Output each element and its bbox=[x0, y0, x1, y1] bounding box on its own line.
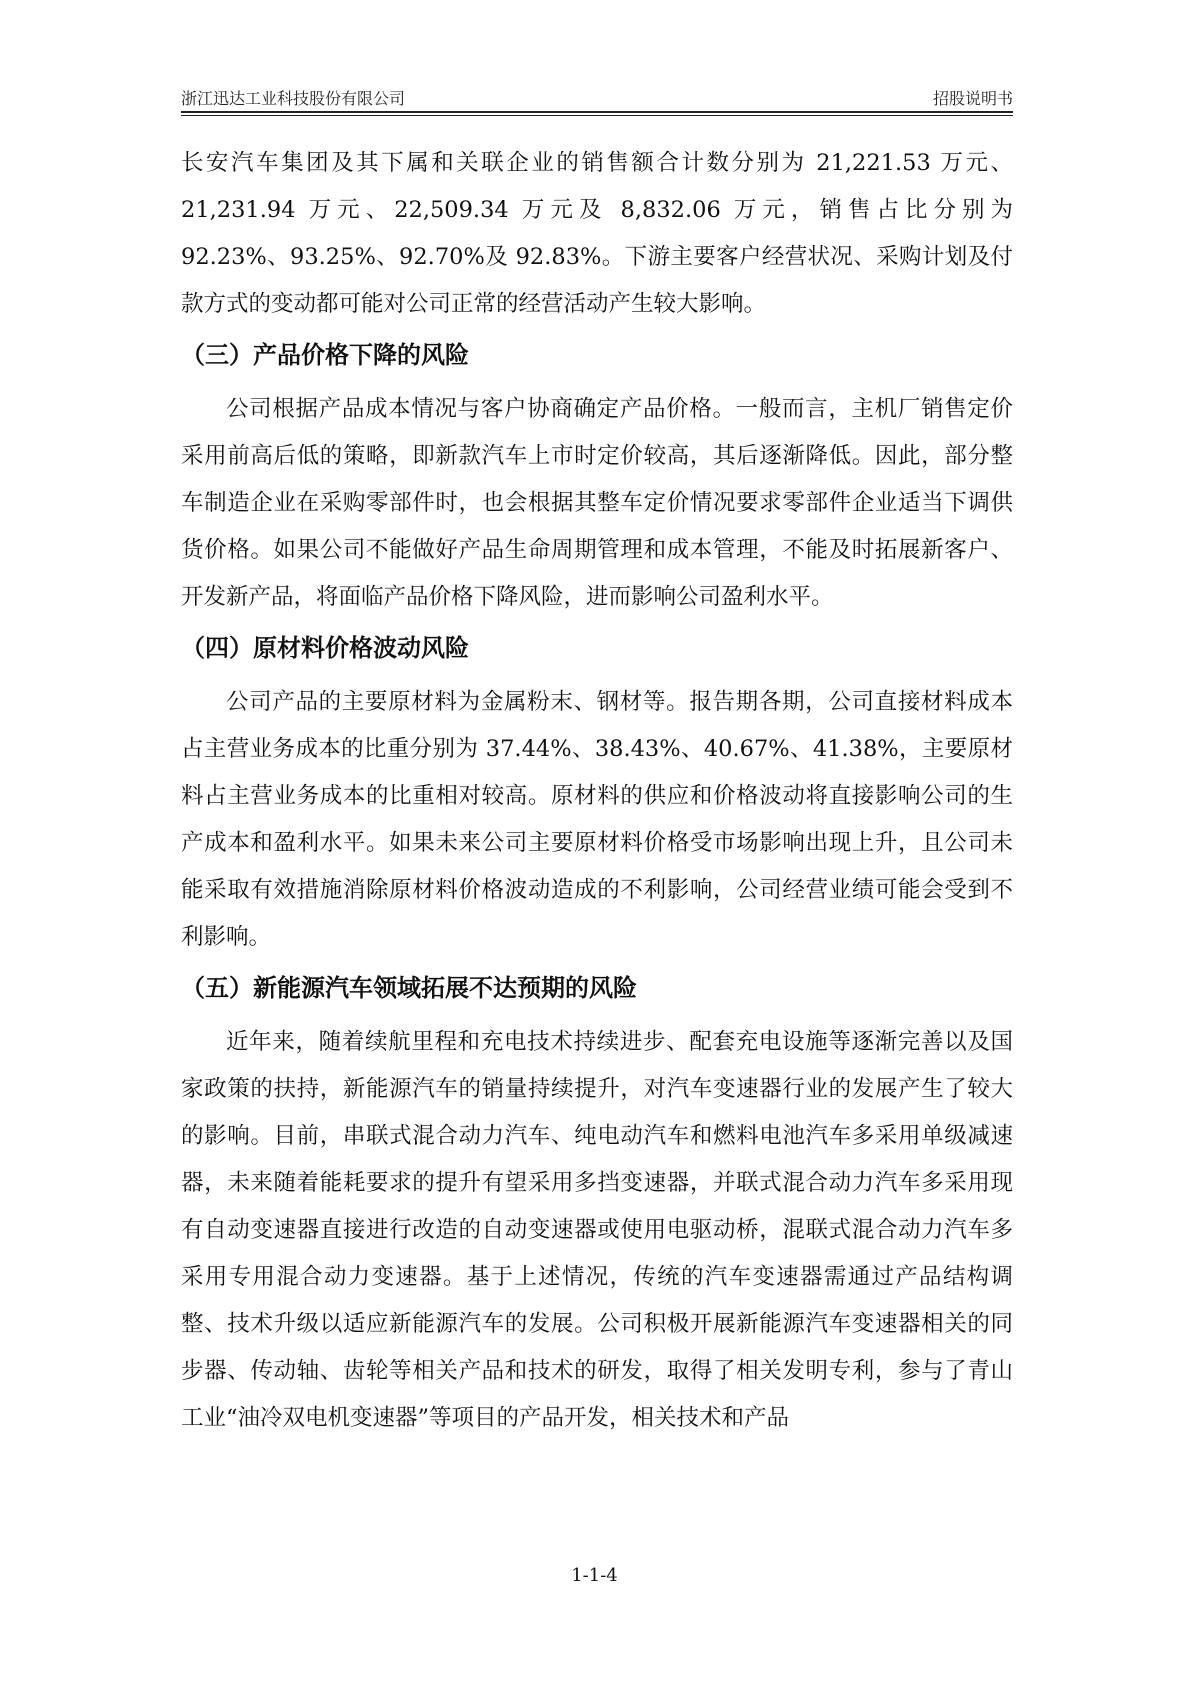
document-body bbox=[181, 140, 1013, 1442]
paragraph-new-energy-risk: 近年来，随着续航里程和充电技术持续进步、配套充电设施等逐渐完善以及国家政策的扶持，新能源汽车的销量持续提升，对汽车变速器行业的发展产生了较大的影响。目前，串联式混合动力汽车、纯电动汽车和燃料电池汽车多采用单级减速器，未来随着能耗要求的提升有望采用多挡变速器，并联式混合动力汽车多采用现有自动变速器直接进行改造的自动变速器或使用电驱动桥，混联式混合动力汽车多采用专用混合动力变速器。基于上述情况，传统的汽车变速器需通过产品结构调整、技术升级以适应新能源汽车的发展。公司积极开展新能源汽车变速器相关的同步器、传动轴、齿轮等相关产品和技术的研发，取得了相关发明专利，参与了青山工业“油冷双电机变速器”等项目的产品开发，相关技术和产品 bbox=[181, 1029, 1013, 1431]
page-number: 1-1-4 bbox=[571, 1565, 618, 1586]
header-rule-thin bbox=[181, 115, 1013, 116]
header-company-name: 浙江迅达工业科技股份有限公司 bbox=[181, 89, 406, 108]
heading-new-energy-risk: （五）新能源汽车领域拓展不达预期的风险 bbox=[181, 974, 637, 1002]
header-rule-thick bbox=[181, 111, 1013, 113]
paragraph-customer-concentration: 长安汽车集团及其下属和关联企业的销售额合计数分别为 21,221.53 万元、21,231.94 万元、22,509.34 万元及 8,832.06 万元，销售占比分别为 92.23%、93.25%、92.70%及 92.83%。下游主要客户经营状况、采购计划及付款方式的变动都可能对公司正常的经营活动产生较大影响。 bbox=[181, 150, 1013, 317]
heading-price-decline-risk: （三）产品价格下降的风险 bbox=[181, 341, 469, 369]
paragraph-raw-material-risk: 公司产品的主要原材料为金属粉末、钢材等。报告期各期，公司直接材料成本占主营业务成本的比重分别为 37.44%、38.43%、40.67%、41.38%，主要原材料占主营业务成本的比重相对较高。原材料的供应和价格波动将直接影响公司的生产成本和盈利水平。如果未来公司主要原材料价格受市场影响出现上升，且公司未能采取有效措施消除原材料价格波动造成的不利影响，公司经营业绩可能会受到不利影响。 bbox=[181, 689, 1013, 950]
heading-raw-material-risk: （四）原材料价格波动风险 bbox=[181, 634, 469, 662]
page-header bbox=[181, 82, 1013, 112]
paragraph-price-decline-risk: 公司根据产品成本情况与客户协商确定产品价格。一般而言，主机厂销售定价采用前高后低的策略，即新款汽车上市时定价较高，其后逐渐降低。因此，部分整车制造企业在采购零部件时，也会根据其整车定价情况要求零部件企业适当下调供货价格。如果公司不能做好产品生命周期管理和成本管理，不能及时拓展新客户、开发新产品，将面临产品价格下降风险，进而影响公司盈利水平。 bbox=[181, 396, 1013, 610]
header-document-type: 招股说明书 bbox=[932, 89, 1013, 108]
